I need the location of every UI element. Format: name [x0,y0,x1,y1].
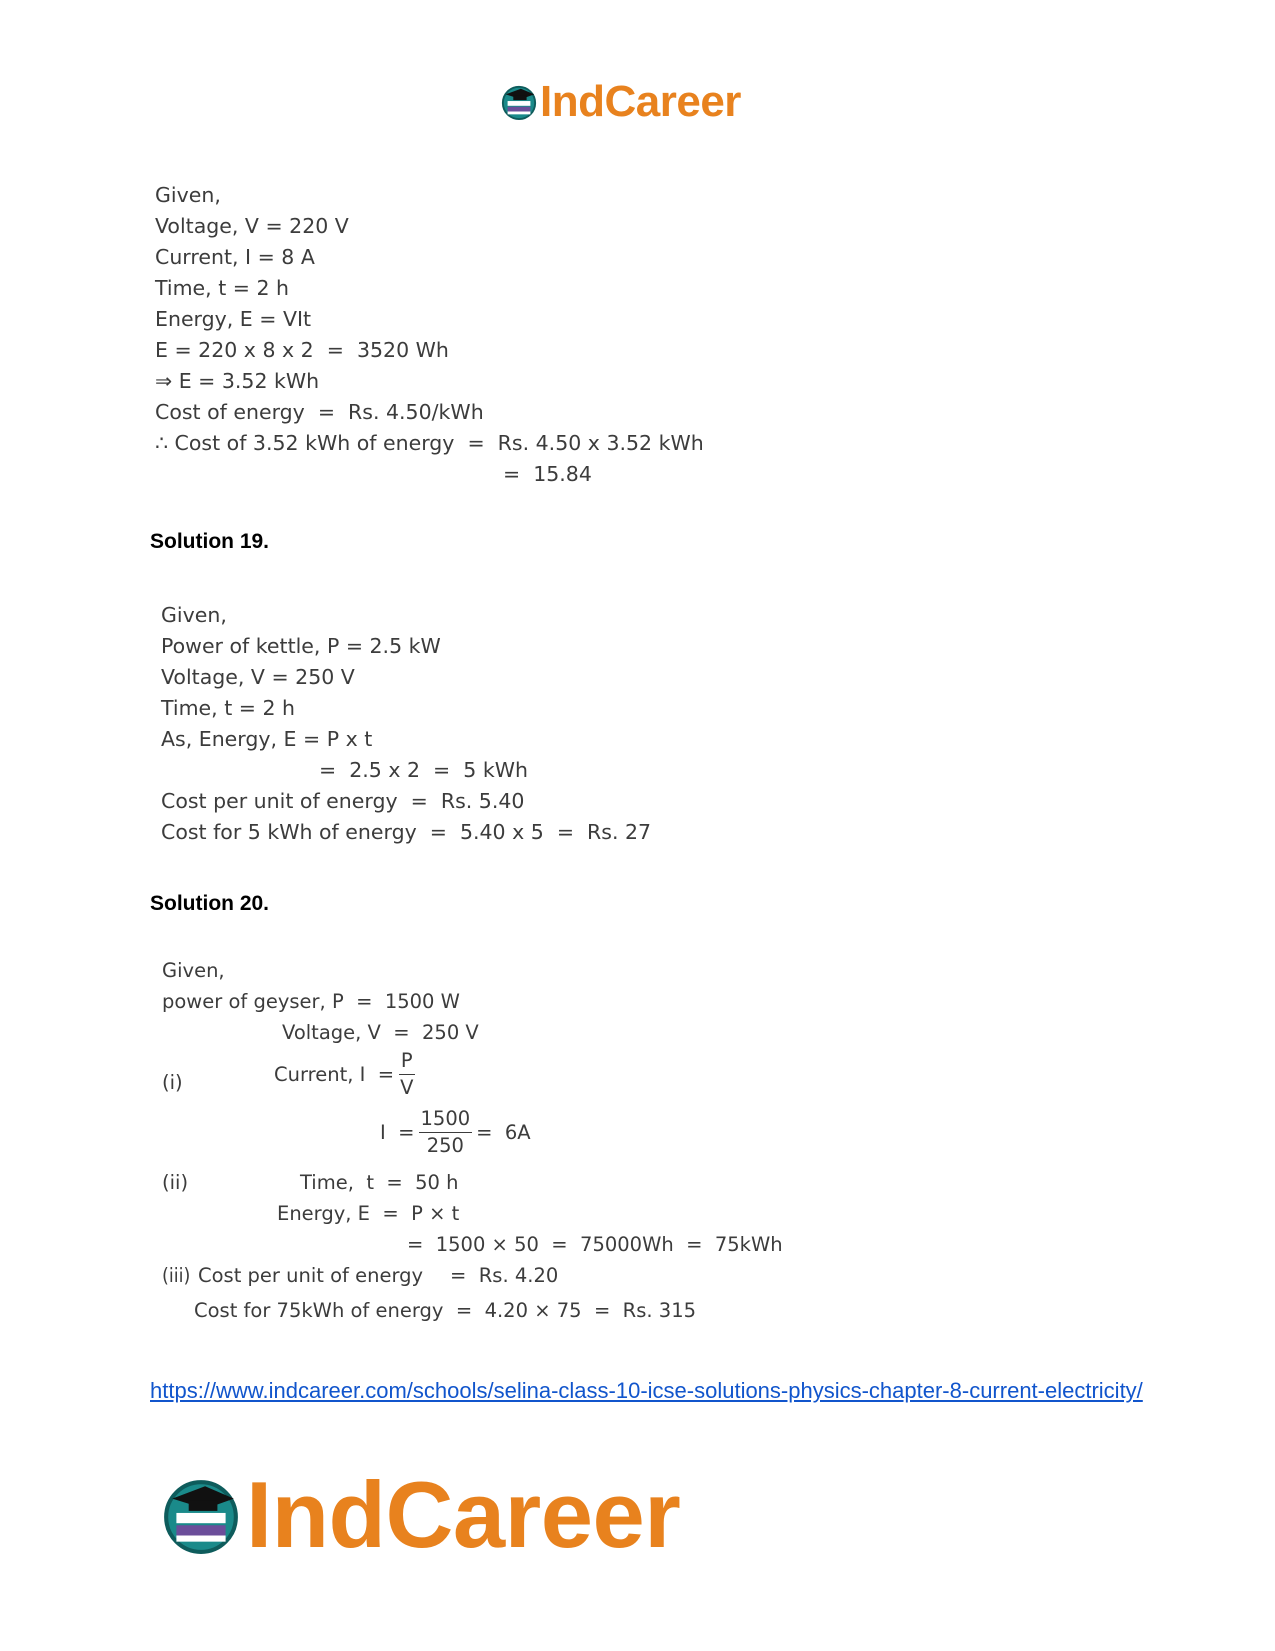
math-line: Given, [161,603,227,627]
current-formula [274,1048,419,1101]
math-line: = 2.5 x 2 = 5 kWh [319,758,528,782]
graduation-globe-icon [500,83,538,121]
math-line: ∴ Cost of 3.52 kWh of energy = Rs. 4.50 x 3.52 kWh [155,431,704,455]
math-text: I = [380,1121,415,1144]
fraction [398,1048,415,1101]
fraction-numerator: 1500 [419,1106,473,1133]
graduation-globe-icon [160,1474,242,1556]
part-marker: (iii) [162,1264,191,1287]
part-marker: (ii) [162,1171,189,1194]
fraction-denominator: 250 [426,1134,464,1157]
math-line: Cost per unit of energy = Rs. 5.40 [161,789,525,813]
math-line: ⇒ E = 3.52 kWh [155,369,320,393]
math-line: Current, I = 8 A [155,245,315,269]
math-line: Cost for 5 kWh of energy = 5.40 x 5 = Rs. 27 [161,820,652,844]
math-line: Time, t = 2 h [161,696,296,720]
math-line: Cost of energy = Rs. 4.50/kWh [155,400,484,424]
math-line: = Rs. 4.20 [450,1264,559,1287]
math-line: Given, [155,183,221,207]
math-text: = 6A [476,1121,531,1144]
math-line: Voltage, V = 250 V [161,665,355,689]
fraction [419,1106,473,1159]
fraction-numerator: P [399,1048,415,1075]
current-calculation [380,1106,531,1159]
math-line: Energy, E = P × t [277,1202,460,1225]
math-line: Given, [162,959,225,982]
solution-20-heading: Solution 20. [150,892,270,915]
math-line: = 1500 × 50 = 75000Wh = 75kWh [407,1233,783,1256]
math-line: Power of kettle, P = 2.5 kW [161,634,441,658]
math-line: Time, t = 2 h [155,276,290,300]
footer-logo [160,1462,681,1567]
math-line: As, Energy, E = P x t [161,727,373,751]
logo-text: IndCareer [540,77,741,126]
math-line: Voltage, V = 220 V [155,214,349,238]
math-text: Current, I = [274,1063,395,1086]
math-line: Cost for 75kWh of energy = 4.20 × 75 = Rs. 315 [194,1299,697,1322]
part-marker: (i) [162,1071,183,1094]
source-link[interactable]: https://www.indcareer.com/schools/selina-class-10-icse-solutions-physics-chapter-8-current-electricity/ [150,1378,1143,1403]
math-line: power of geyser, P = 1500 W [162,990,460,1013]
solution-19-heading: Solution 19. [150,530,270,553]
fraction-denominator: V [400,1076,414,1099]
math-line: = 15.84 [503,462,592,486]
logo-text: IndCareer [246,1462,681,1567]
math-line: Cost per unit of energy [198,1264,424,1287]
solution-19-body [161,600,652,879]
math-line: Voltage, V = 250 V [282,1021,479,1044]
math-line: Time, t = 50 h [300,1171,459,1194]
math-line: Energy, E = VIt [155,307,312,331]
math-line: E = 220 x 8 x 2 = 3520 Wh [155,338,449,362]
solution-18-continued [155,180,704,521]
header-logo [500,77,741,126]
